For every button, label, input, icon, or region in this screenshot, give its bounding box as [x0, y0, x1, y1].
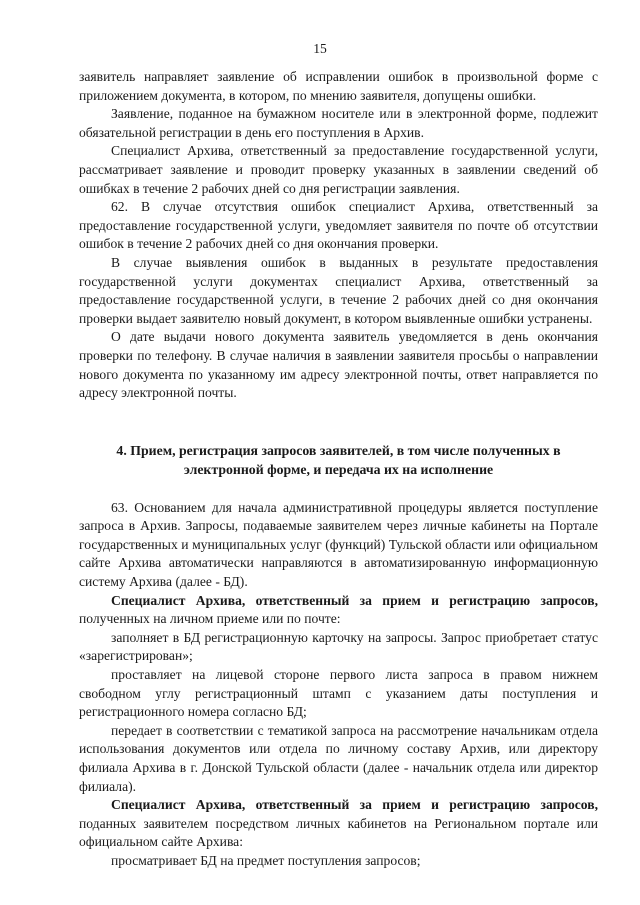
paragraph-63: 63. Основанием для начала административной процедуры является поступление запроса в Архив. Запросы, подаваемые заявителем через личные кабинеты на Портале государственных и муниципальных услуг (функций) Тульской области или официальном сайте Архива автоматически направляются в автоматизированную информационную систему Архива (далее - БД). [79, 499, 598, 590]
paragraph-2: Специалист Архива, ответственный за предоставление государственной услуги, рассматривает заявление и проводит проверку указанных в заявлении сведений об ошибках в течение 2 рабочих дней со дня регистрации заявления. [79, 143, 598, 196]
section-spacer [79, 403, 598, 441]
paragraph-62: 62. В случае отсутствия ошибок специалист Архива, ответственный за предоставление государственной услуги, уведомляет заявителя по почте об отсутствии ошибок в течение 2 рабочих дней со дня окончания проверки. [79, 199, 598, 252]
document-body [79, 68, 598, 871]
online-block-rest: поданных заявителем посредством личных кабинетов на Региональном портале или официальном сайте Архива: [79, 815, 598, 850]
online-item-0: просматривает БД на предмет поступления запросов; [111, 852, 421, 868]
page-number: 15 [313, 41, 327, 56]
paragraph-5: О дате выдачи нового документа заявитель уведомляется в день окончания проверки по телефону. В случае наличия в заявлении заявителя просьбы о направлении нового документа по указанному им адресу электронной почты, ответ направляется по адресу электронной почты. [79, 329, 598, 401]
mail-item-0: заполняет в БД регистрационную карточку на запросы. Запрос приобретает статус «зарегистрирован»; [79, 629, 598, 664]
mail-block-lead: Специалист Архива, ответственный за прием и регистрацию запросов, [111, 592, 598, 608]
paragraph-1: Заявление, поданное на бумажном носителе или в электронной форме, подлежит обязательной регистрации в день его поступления в Архив. [79, 106, 598, 140]
mail-block-intro [79, 592, 598, 629]
online-block-intro [79, 796, 598, 852]
mail-block-rest: полученных на личном приеме или по почте: [79, 611, 341, 627]
online-block-lead: Специалист Архива, ответственный за прием и регистрацию запросов, [111, 797, 598, 813]
paragraph-4: В случае выявления ошибок в выданных в результате предоставления государственной услуги документах специалист Архива, ответственный за предоставление государственной услуги, в течение 2 рабочих дней со дня окончания проверки выдает заявителю новый документ, в котором выявленные ошибки устранены. [79, 254, 598, 326]
section-heading: 4. Прием, регистрация запросов заявителей, в том числе полученных в электронной форме, и передача их на исполнение [116, 442, 561, 477]
paragraph-0: заявитель направляет заявление об исправлении ошибок в произвольной форме с приложением документа, в котором, по мнению заявителя, допущены ошибки. [79, 69, 598, 103]
mail-item-1: проставляет на лицевой стороне первого листа запроса в правом нижнем свободном углу регистрационный штамп с указанием даты поступления и регистрационного номера согласно БД; [79, 667, 598, 720]
mail-item-2: передает в соответствии с тематикой запроса на рассмотрение начальникам отдела использования документов или отдела по личному составу Архив, или директору филиала Архива в г. Донской Тульской области (далее - начальник отдела или директор филиала). [79, 722, 598, 794]
